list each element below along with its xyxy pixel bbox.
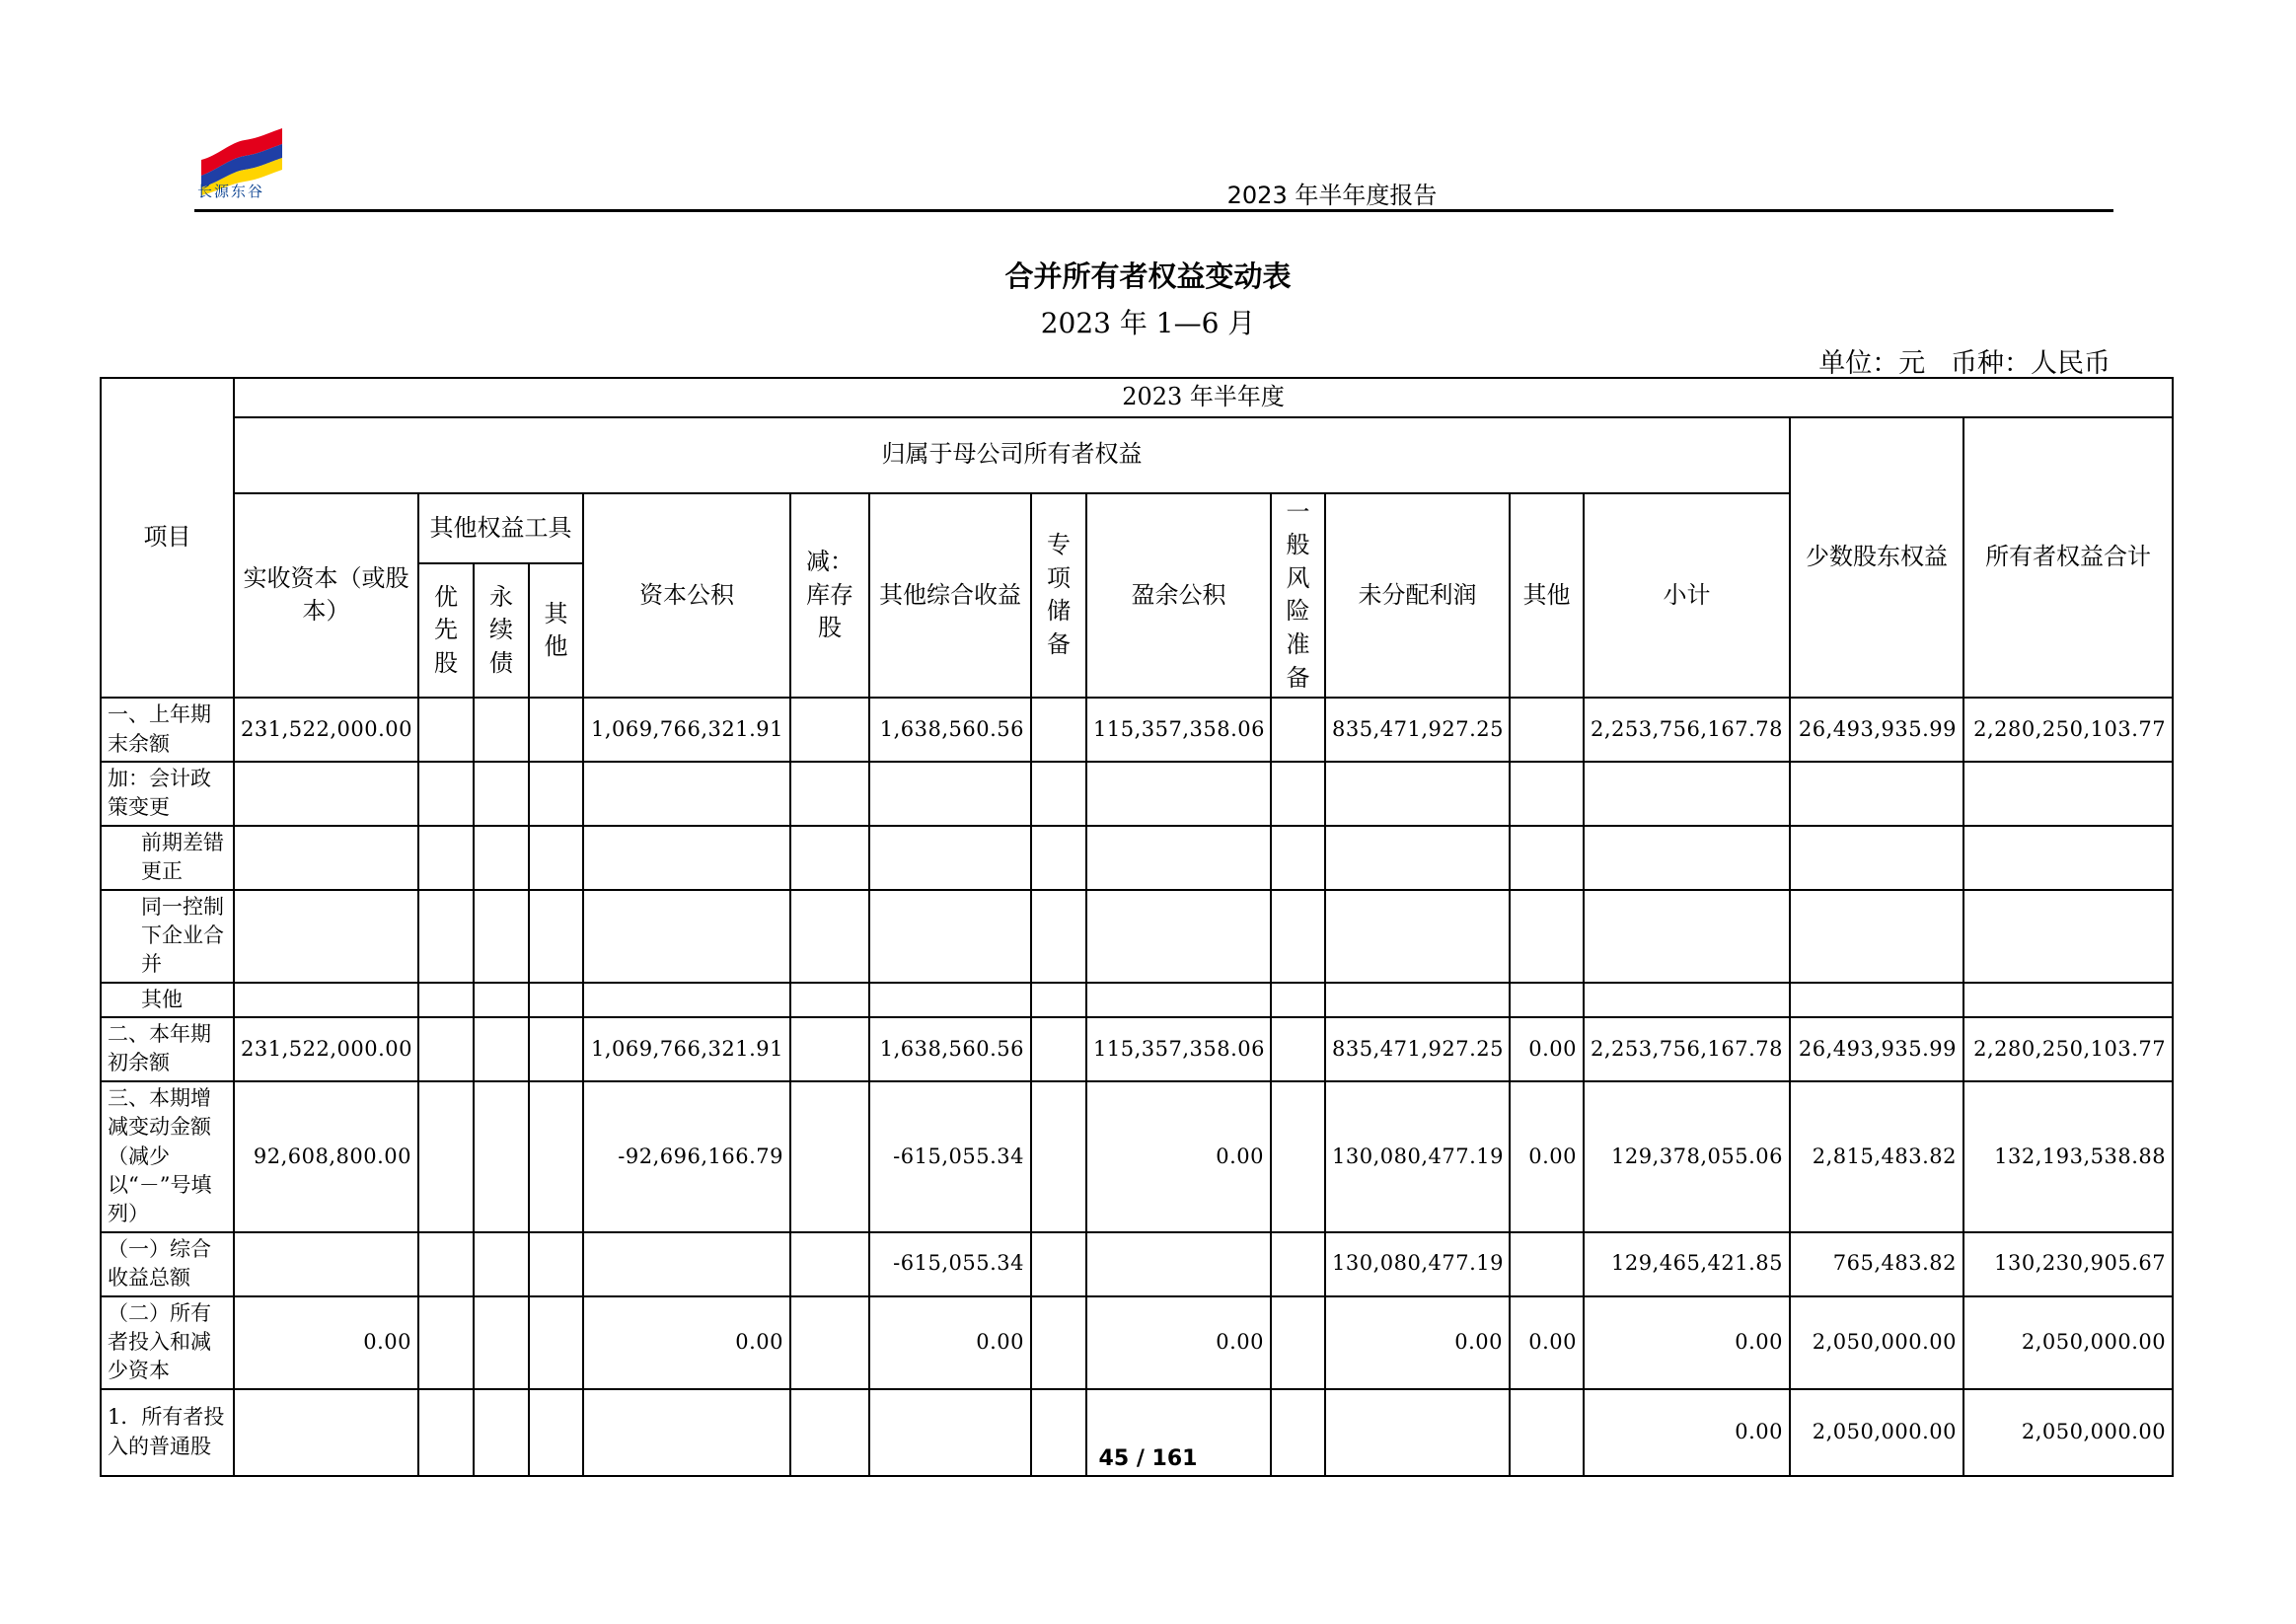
cell-other [1510, 890, 1584, 983]
logo-text: 长源东谷 [197, 183, 265, 200]
cell-general-risk-reserve [1271, 983, 1325, 1017]
cell-total-equity [1963, 762, 2173, 826]
cell-special-reserve [1031, 698, 1086, 762]
cell-treasury-stock [790, 1081, 869, 1232]
cell-oci: -615,055.34 [869, 1232, 1031, 1296]
row-label: （一）综合收益总额 [101, 1232, 234, 1296]
cell-other-instrument [529, 1017, 583, 1081]
cell-preferred-stock [418, 1296, 474, 1389]
cell-retained-earnings: 0.00 [1325, 1296, 1510, 1389]
cell-surplus-reserve: 0.00 [1086, 1081, 1271, 1232]
table-row [101, 1081, 2173, 1232]
cell-surplus-reserve: 115,357,358.06 [1086, 698, 1271, 762]
cell-other: 0.00 [1510, 1296, 1584, 1389]
cell-subtotal [1584, 890, 1790, 983]
col-header-retained-earnings: 未分配利润 [1325, 493, 1510, 699]
cell-capital-reserve [583, 826, 790, 890]
cell-perpetual-bond [474, 1232, 529, 1296]
cell-general-risk-reserve [1271, 1296, 1325, 1389]
cell-perpetual-bond [474, 826, 529, 890]
cell-subtotal [1584, 983, 1790, 1017]
cell-perpetual-bond [474, 890, 529, 983]
col-header-oci: 其他综合收益 [869, 493, 1031, 699]
cell-perpetual-bond [474, 698, 529, 762]
cell-surplus-reserve [1086, 1232, 1271, 1296]
cell-preferred-stock [418, 1081, 474, 1232]
unit-currency-note: 单位：元 币种：人民币 [1818, 348, 2111, 379]
cell-retained-earnings: 835,471,927.25 [1325, 698, 1510, 762]
cell-special-reserve [1031, 1017, 1086, 1081]
cell-total-equity: 2,050,000.00 [1963, 1296, 2173, 1389]
cell-surplus-reserve [1086, 762, 1271, 826]
cell-perpetual-bond [474, 1017, 529, 1081]
col-header-general-risk-reserve: 一般风险准备 [1271, 493, 1325, 699]
cell-preferred-stock [418, 983, 474, 1017]
cell-subtotal: 0.00 [1584, 1389, 1790, 1476]
cell-oci [869, 762, 1031, 826]
row-label: 同一控制下企业合并 [101, 890, 234, 983]
cell-total-equity [1963, 983, 2173, 1017]
col-header-other-instrument: 其他 [529, 563, 583, 698]
cell-retained-earnings [1325, 826, 1510, 890]
cell-preferred-stock [418, 1017, 474, 1081]
cell-special-reserve [1031, 1081, 1086, 1232]
cell-capital-reserve [583, 1232, 790, 1296]
cell-paid-in-capital: 231,522,000.00 [234, 698, 418, 762]
cell-oci: 0.00 [869, 1296, 1031, 1389]
cell-minority-interest: 26,493,935.99 [1790, 698, 1963, 762]
cell-special-reserve [1031, 1232, 1086, 1296]
cell-capital-reserve: -92,696,166.79 [583, 1081, 790, 1232]
cell-other-instrument [529, 890, 583, 983]
cell-other-instrument [529, 698, 583, 762]
cell-special-reserve [1031, 890, 1086, 983]
cell-subtotal: 129,378,055.06 [1584, 1081, 1790, 1232]
cell-special-reserve [1031, 762, 1086, 826]
cell-surplus-reserve: 115,357,358.06 [1086, 1017, 1271, 1081]
col-header-subtotal: 小计 [1584, 493, 1790, 699]
cell-capital-reserve [583, 762, 790, 826]
cell-subtotal: 2,253,756,167.78 [1584, 1017, 1790, 1081]
cell-other-instrument [529, 1232, 583, 1296]
cell-retained-earnings: 835,471,927.25 [1325, 1017, 1510, 1081]
row-label: 1．所有者投入的普通股 [101, 1389, 234, 1476]
cell-subtotal: 129,465,421.85 [1584, 1232, 1790, 1296]
cell-preferred-stock [418, 1232, 474, 1296]
cell-oci: 1,638,560.56 [869, 1017, 1031, 1081]
table-row [101, 890, 2173, 983]
cell-subtotal [1584, 762, 1790, 826]
cell-other-instrument [529, 762, 583, 826]
page-number: 45 / 161 [1098, 1446, 1198, 1471]
table-row [101, 1017, 2173, 1081]
cell-treasury-stock [790, 1017, 869, 1081]
cell-oci: 1,638,560.56 [869, 698, 1031, 762]
parent-equity-group-header: 归属于母公司所有者权益 [234, 417, 1790, 493]
cell-oci [869, 983, 1031, 1017]
cell-general-risk-reserve [1271, 698, 1325, 762]
cell-other-instrument [529, 1081, 583, 1232]
cell-paid-in-capital [234, 826, 418, 890]
cell-surplus-reserve [1086, 826, 1271, 890]
header-divider [194, 209, 2113, 212]
cell-capital-reserve: 0.00 [583, 1296, 790, 1389]
table-row [101, 1296, 2173, 1389]
cell-oci: -615,055.34 [869, 1081, 1031, 1232]
cell-other-instrument [529, 826, 583, 890]
equity-changes-table [100, 377, 2174, 1477]
table-body [101, 698, 2173, 1476]
table-row [101, 1232, 2173, 1296]
col-header-item: 项目 [101, 378, 234, 698]
cell-paid-in-capital [234, 762, 418, 826]
cell-paid-in-capital [234, 890, 418, 983]
row-label: 加：会计政策变更 [101, 762, 234, 826]
cell-subtotal: 2,253,756,167.78 [1584, 698, 1790, 762]
cell-minority-interest [1790, 826, 1963, 890]
cell-surplus-reserve: 0.00 [1086, 1296, 1271, 1389]
cell-perpetual-bond [474, 1081, 529, 1232]
other-equity-instruments-header: 其他权益工具 [418, 493, 583, 564]
cell-preferred-stock [418, 762, 474, 826]
cell-subtotal [1584, 826, 1790, 890]
cell-general-risk-reserve [1271, 762, 1325, 826]
cell-minority-interest [1790, 983, 1963, 1017]
cell-perpetual-bond [474, 1296, 529, 1389]
cell-retained-earnings [1325, 983, 1510, 1017]
cell-capital-reserve: 1,069,766,321.91 [583, 698, 790, 762]
cell-treasury-stock [790, 1296, 869, 1389]
cell-retained-earnings: 130,080,477.19 [1325, 1081, 1510, 1232]
row-label: 一、上年期末余额 [101, 698, 234, 762]
cell-capital-reserve: 1,069,766,321.91 [583, 1017, 790, 1081]
cell-paid-in-capital [234, 983, 418, 1017]
col-header-special-reserve: 专项储备 [1031, 493, 1086, 699]
cell-preferred-stock [418, 698, 474, 762]
col-header-preferred-stock: 优先股 [418, 563, 474, 698]
cell-surplus-reserve [1086, 890, 1271, 983]
cell-perpetual-bond [474, 762, 529, 826]
cell-retained-earnings [1325, 762, 1510, 826]
col-header-capital-reserve: 资本公积 [583, 493, 790, 699]
cell-capital-reserve [583, 890, 790, 983]
table-row [101, 698, 2173, 762]
cell-total-equity: 2,280,250,103.77 [1963, 1017, 2173, 1081]
col-header-other: 其他 [1510, 493, 1584, 699]
cell-general-risk-reserve [1271, 826, 1325, 890]
cell-total-equity [1963, 826, 2173, 890]
cell-treasury-stock [790, 762, 869, 826]
cell-preferred-stock [418, 826, 474, 890]
cell-minority-interest: 765,483.82 [1790, 1232, 1963, 1296]
cell-subtotal: 0.00 [1584, 1296, 1790, 1389]
cell-other [1510, 1232, 1584, 1296]
cell-minority-interest: 2,050,000.00 [1790, 1389, 1963, 1476]
col-header-treasury-stock: 减：库存股 [790, 493, 869, 699]
cell-treasury-stock [790, 890, 869, 983]
col-header-surplus-reserve: 盈余公积 [1086, 493, 1271, 699]
cell-surplus-reserve [1086, 983, 1271, 1017]
row-label: （二）所有者投入和减少资本 [101, 1296, 234, 1389]
cell-capital-reserve [583, 983, 790, 1017]
cell-retained-earnings: 130,080,477.19 [1325, 1232, 1510, 1296]
cell-special-reserve [1031, 1296, 1086, 1389]
cell-paid-in-capital: 231,522,000.00 [234, 1017, 418, 1081]
col-header-total-equity: 所有者权益合计 [1963, 417, 2173, 699]
cell-paid-in-capital: 0.00 [234, 1296, 418, 1389]
table-row [101, 826, 2173, 890]
cell-special-reserve [1031, 983, 1086, 1017]
cell-other: 0.00 [1510, 1081, 1584, 1232]
cell-minority-interest: 2,815,483.82 [1790, 1081, 1963, 1232]
cell-oci [869, 826, 1031, 890]
cell-total-equity: 2,050,000.00 [1963, 1389, 2173, 1476]
cell-special-reserve [1031, 826, 1086, 890]
cell-general-risk-reserve [1271, 890, 1325, 983]
cell-oci [869, 890, 1031, 983]
cell-total-equity: 130,230,905.67 [1963, 1232, 2173, 1296]
cell-total-equity [1963, 890, 2173, 983]
cell-minority-interest [1790, 762, 1963, 826]
cell-total-equity: 2,280,250,103.77 [1963, 698, 2173, 762]
cell-other-instrument [529, 983, 583, 1017]
report-title: 2023 年半年度报告 [1226, 182, 1438, 209]
period-subtitle: 2023 年 1—6 月 [1040, 307, 1256, 339]
cell-other [1510, 762, 1584, 826]
cell-retained-earnings [1325, 890, 1510, 983]
cell-minority-interest: 2,050,000.00 [1790, 1296, 1963, 1389]
cell-other: 0.00 [1510, 1017, 1584, 1081]
cell-paid-in-capital [234, 1232, 418, 1296]
col-header-perpetual-bond: 永续债 [474, 563, 529, 698]
cell-general-risk-reserve [1271, 1017, 1325, 1081]
cell-treasury-stock [790, 1232, 869, 1296]
row-label: 二、本年期初余额 [101, 1017, 234, 1081]
col-header-paid-in-capital: 实收资本（或股本） [234, 493, 418, 699]
table-row [101, 762, 2173, 826]
period-header: 2023 年半年度 [234, 378, 2173, 417]
cell-general-risk-reserve [1271, 1232, 1325, 1296]
cell-other-instrument [529, 1296, 583, 1389]
page-title: 合并所有者权益变动表 [1004, 259, 1292, 293]
cell-minority-interest [1790, 890, 1963, 983]
cell-other [1510, 983, 1584, 1017]
cell-general-risk-reserve [1271, 1081, 1325, 1232]
cell-treasury-stock [790, 983, 869, 1017]
cell-total-equity: 132,193,538.88 [1963, 1081, 2173, 1232]
cell-paid-in-capital: 92,608,800.00 [234, 1081, 418, 1232]
cell-treasury-stock [790, 698, 869, 762]
cell-preferred-stock [418, 890, 474, 983]
cell-other [1510, 698, 1584, 762]
col-header-minority-interest: 少数股东权益 [1790, 417, 1963, 699]
table-row [101, 983, 2173, 1017]
cell-minority-interest: 26,493,935.99 [1790, 1017, 1963, 1081]
cell-other [1510, 826, 1584, 890]
row-label: 三、本期增减变动金额（减少以“－”号填列） [101, 1081, 234, 1232]
row-label: 其他 [101, 983, 234, 1017]
cell-treasury-stock [790, 826, 869, 890]
row-label: 前期差错更正 [101, 826, 234, 890]
cell-perpetual-bond [474, 983, 529, 1017]
